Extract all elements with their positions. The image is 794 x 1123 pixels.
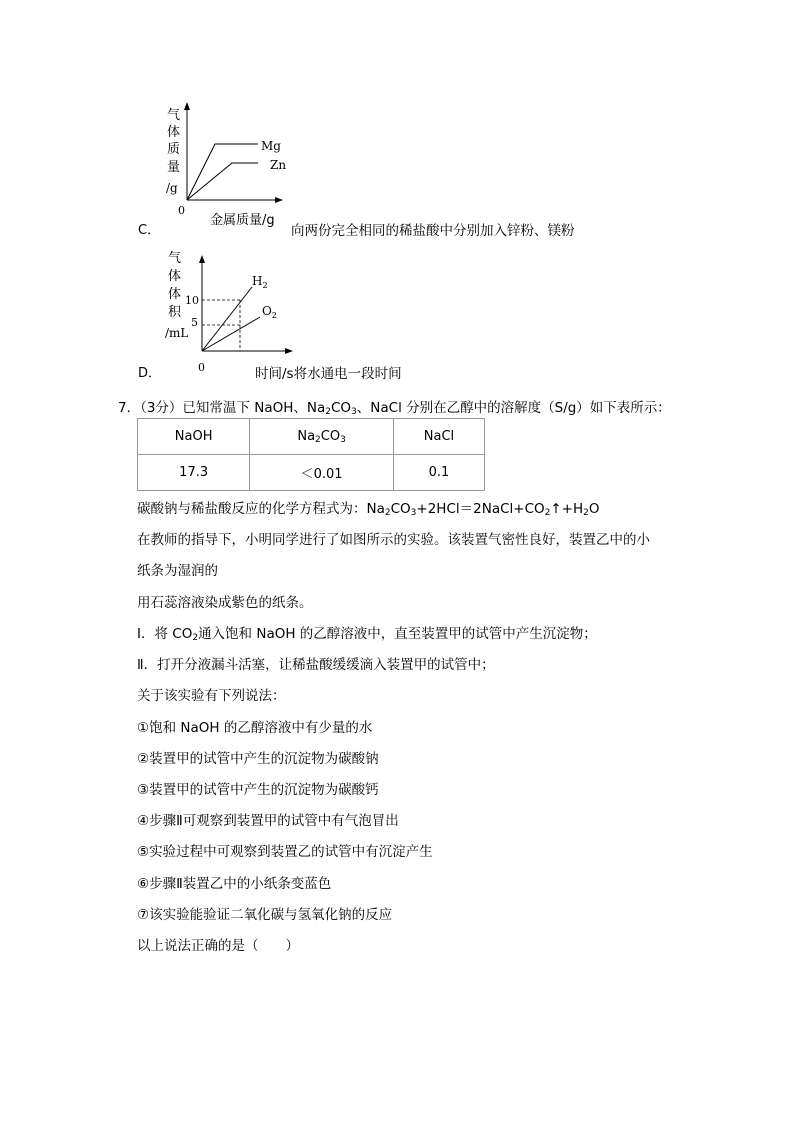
q7-intro: 7．（3分）已知常温下 NaOH、$Na_2CO_3$、NaCl 分别在乙醇中的溶解度（S/g）如下表所示： — [118, 400, 671, 417]
statement-7: ⑦该实验能验证二氧化碳与氢氧化钠的反应 — [137, 907, 393, 923]
header-na2co3: $Na_2CO_3$ — [250, 419, 394, 455]
d-o2-label: $O_2$ — [262, 304, 277, 320]
option-d-letter: D． — [138, 366, 162, 381]
statement-3: ③装置甲的试管中产生的沉淀物为碳酸钙 — [137, 782, 379, 798]
statement-6: ⑥步骤Ⅱ装置乙中的小纸条变蓝色 — [137, 876, 332, 892]
d-tick-10: 10 — [185, 294, 199, 307]
d-ylabel-1: 气 — [168, 251, 182, 266]
d-ylabel-4: 积 — [168, 305, 182, 320]
header-nacl: NaCl — [393, 419, 484, 455]
c-ylabel-2: 体 — [167, 125, 181, 140]
option-c-caption: 向两份完全相同的稀盐酸中分别加入锌粉、镁粉 — [291, 223, 575, 239]
table-header-row — [138, 419, 485, 455]
d-y-arrow — [199, 255, 205, 263]
value-nacl: 0.1 — [393, 455, 484, 491]
c-ylabel-4: 量 — [167, 160, 181, 175]
c-ylabel-5: /g — [166, 181, 178, 195]
d-xlabel: 时间/s — [255, 366, 294, 382]
step-2: Ⅱ．打开分液漏斗活塞，让稀盐酸缓缓滴入装置甲的试管中； — [137, 657, 495, 673]
table-row — [138, 455, 485, 491]
q7-number: 7． — [118, 400, 141, 416]
c-x-arrow — [275, 197, 283, 203]
statements-intro: 关于该实验有下列说法： — [137, 688, 286, 704]
c-origin: 0 — [178, 204, 185, 217]
option-d-caption: 将水通电一段时间 — [293, 366, 402, 382]
d-h2-line — [202, 287, 252, 351]
c-y-arrow — [184, 102, 190, 110]
c-ylabel-1: 气 — [167, 108, 181, 123]
d-ylabel-5: /mL — [165, 326, 189, 340]
d-tick-5: 5 — [191, 316, 198, 329]
d-o2-line — [202, 317, 260, 351]
step-1: Ⅰ．将 $CO_2$通入饱和 NaOH 的乙醇溶液中，直至装置甲的试管中产生沉淀物； — [137, 626, 597, 643]
paragraph-line-1: 在教师的指导下，小明同学进行了如图所示的实验。该装置气密性良好，装置乙中的小 — [137, 532, 650, 548]
value-naoh: 17.3 — [138, 455, 250, 491]
option-d-xlabel — [255, 362, 402, 382]
option-c-letter: C． — [138, 223, 161, 238]
c-mg-label: Mg — [261, 139, 281, 153]
statement-4: ④步骤Ⅱ可观察到装置甲的试管中有气泡冒出 — [137, 813, 399, 829]
c-zn-line — [187, 163, 258, 200]
solubility-table — [137, 418, 485, 491]
statement-1: ①饱和 NaOH 的乙醇溶液中有少量的水 — [137, 720, 373, 736]
d-origin: 0 — [198, 361, 205, 374]
header-naoh: NaOH — [138, 419, 250, 455]
d-h2-label: $H_2$ — [252, 274, 268, 290]
c-ylabel-3: 质 — [167, 142, 181, 157]
option-c-graph — [160, 100, 290, 235]
d-ylabel-2: 体 — [168, 269, 182, 284]
d-ylabel-3: 体 — [168, 287, 182, 302]
paragraph-line-2: 纸条为湿润的 — [137, 563, 218, 579]
equation-line: 碳酸钠与稀盐酸反应的化学方程式为：$Na_2CO_3+2HCl=2NaCl+CO_2↑+H_2O$ — [137, 501, 600, 518]
statement-5: ⑤实验过程中可观察到装置乙的试管中有沉淀产生 — [137, 844, 433, 860]
statement-2: ②装置甲的试管中产生的沉淀物为碳酸钠 — [137, 751, 379, 767]
option-d-graph — [160, 245, 295, 380]
c-zn-label: Zn — [270, 158, 287, 172]
d-x-arrow — [285, 348, 293, 354]
paragraph-line-3: 用石蕊溶液染成紫色的纸条。 — [137, 595, 313, 611]
question-prompt: 以上说法正确的是（ ） — [137, 938, 299, 954]
value-na2co3: ＜0.01 — [250, 455, 394, 491]
c-xlabel: 金属质量/g — [210, 213, 275, 228]
